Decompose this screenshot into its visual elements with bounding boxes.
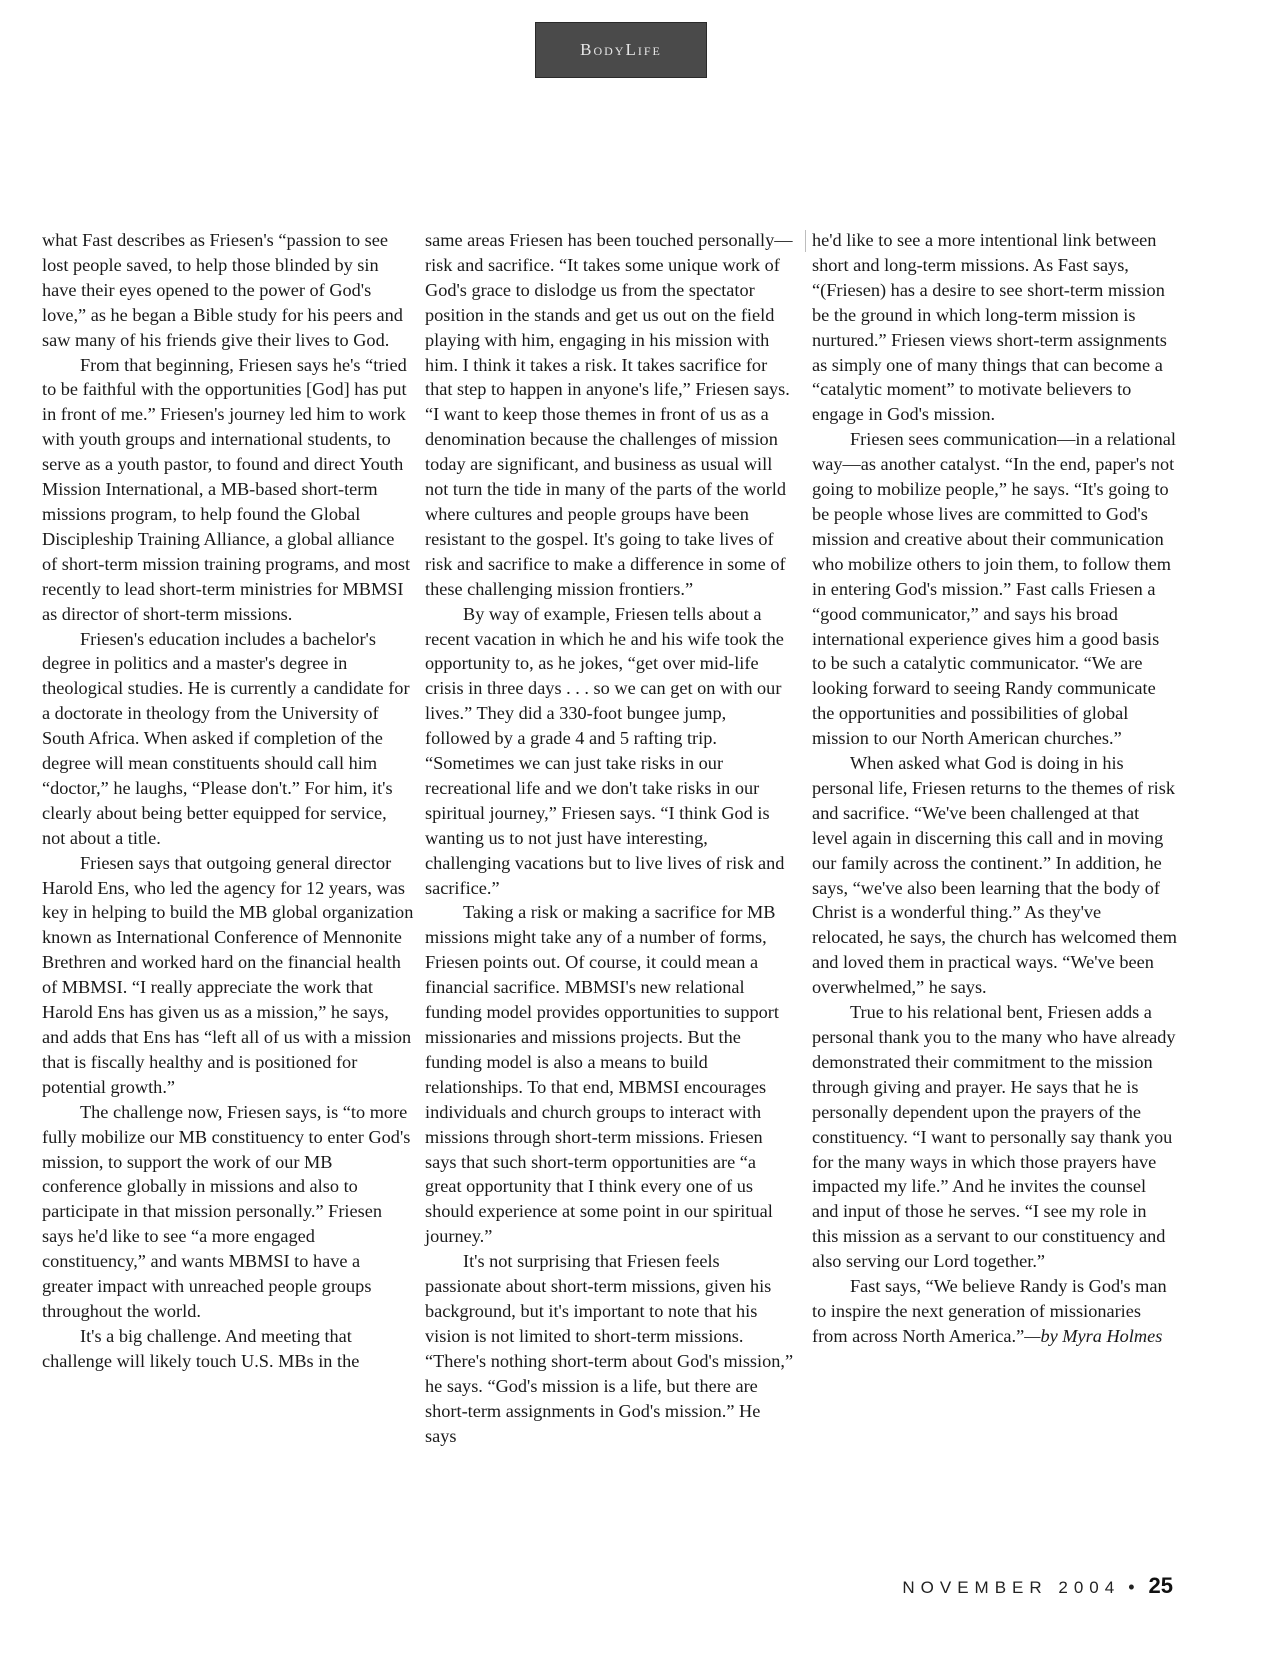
section-header-band — [535, 22, 707, 78]
closing-paragraph — [812, 1274, 1177, 1349]
paragraph: he'd like to see a more intentional link between short and long-term missions. As Fast says, “(Friesen) has a desire to see short-term mission be the ground in which long-term mission is nurtured.” Friesen views short-term assignments as simply one of many things that can become a “catalytic moment” to motivate believers to engage in God's mission. — [812, 230, 1167, 425]
paragraph: It's not surprising that Friesen feels passionate about short-term missions, given his background, but it's important to note that his vision is not limited to short-term missions. “There's nothing short-term about God's mission,” he says. “God's mission is a life, but there are short-term assignments in God's mission.” He says — [425, 1251, 794, 1446]
paragraph: Friesen sees communication—in a relational way—as another catalyst. “In the end, paper's not going to mobilize people,” he says. “It's going to be people whose lives are committed to God's mission and creative about their communication who mobilize others to join them, to follow them in entering God's mission.” Fast calls Friesen a “good communicator,” and says his broad international experience gives him a good basis to be such a catalytic communicator. “We are looking forward to seeing Randy communicate the opportunities and possibilities of global mission to our North American churches.” — [812, 429, 1176, 749]
article-column-1 — [42, 228, 414, 1374]
paragraph: what Fast describes as Friesen's “passion to see lost people saved, to help those blinded by sin have their eyes opened to the power of God's love,” as he began a Bible study for his peers and saw many of his friends give their lives to God. — [42, 230, 403, 350]
paragraph: By way of example, Friesen tells about a recent vacation in which he and his wife took the opportunity to, as he jokes, “get over mid-life crisis in three days . . . so we can get on with our lives.” They did a 330-foot bungee jump, followed by a grade 4 and 5 rafting trip. “Sometimes we can just take risks in our recreational life and we don't take risks in our spiritual journey,” Friesen says. “I think God is wanting us to not just have interesting, challenging vacations but to live lives of risk and sacrifice.” — [425, 603, 785, 898]
article-column-2 — [425, 228, 795, 1448]
article-column-3 — [812, 228, 1177, 1349]
paragraph: When asked what God is doing in his personal life, Friesen returns to the themes of risk and sacrifice. “We've been challenged at that level again in discerning this call and in moving our family across the continent.” In addition, he says, “we've also been learning that the body of Christ is a wonderful thing.” As they've relocated, he says, the church has welcomed them and loved them in practical ways. “We've been overwhelmed,” he says. — [812, 753, 1177, 998]
paragraph: same areas Friesen has been touched personally—risk and sacrifice. “It takes some unique work of God's grace to dislodge us from the spectator position in the stands and get us out on the field playing with him, engaging in his mission with him. I think it takes a risk. It takes sacrifice for that step to happen in anyone's life,” Friesen says. “I want to keep those themes in front of us as a denomination because the challenges of mission today are significant, and business as usual will not turn the tide in many of the parts of the world where cultures and people groups have been resistant to the gospel. It's going to take lives of risk and sacrifice to make a difference in some of these challenging mission frontiers.” — [425, 230, 793, 599]
paragraph: Friesen's education includes a bachelor's degree in politics and a master's degree in theological studies. He is currently a candidate for a doctorate in theology from the University of South Africa. When asked if completion of the degree will mean constituents should call him “doctor,” he laughs, “Please don't.” For him, it's clearly about being better equipped for service, not about a title. — [42, 628, 410, 848]
bullet-separator: • — [1128, 1577, 1135, 1597]
page-footer — [902, 1573, 1173, 1599]
byline: —by Myra Holmes — [1024, 1325, 1163, 1346]
issue-date: NOVEMBER 2004 — [902, 1578, 1121, 1597]
paragraph: The challenge now, Friesen says, is “to more fully mobilize our MB constituency to enter God's mission, to support the work of our MB conference globally in missions and also to participate in that mission personally.” Friesen says he'd like to see “a more engaged constituency,” and wants MBMSI to have a greater impact with unreached people groups throughout the world. — [42, 1101, 411, 1321]
section-label: BodyLife — [580, 40, 662, 59]
paragraph: True to his relational bent, Friesen adds a personal thank you to the many who have already demonstrated their commitment to the mission through giving and prayer. He says that he is personally dependent upon the prayers of the constituency. “I want to personally say thank you for the many ways in which those prayers have impacted my life.” And he invites the counsel and input of those he serves. “I see my role in this mission as a servant to our constituency and also serving our Lord together.” — [812, 1002, 1176, 1272]
page-number: 25 — [1148, 1573, 1173, 1598]
paragraph: It's a big challenge. And meeting that challenge will likely touch U.S. MBs in the — [42, 1325, 360, 1371]
paragraph: Taking a risk or making a sacrifice for MB missions might take any of a number of forms, Friesen points out. Of course, it could mean a financial sacrifice. MBMSI's new relational funding model provides opportunities to support missionaries and missions projects. But the funding model is also a means to build relationships. To that end, MBMSI encourages individuals and church groups to interact with missions through short-term missions. Friesen says that such short-term opportunities are “a great opportunity that I think every one of us should experience at some point in our spiritual journey.” — [425, 902, 779, 1247]
paragraph: From that beginning, Friesen says he's “tried to be faithful with the opportunities [God] has put in front of me.” Friesen's journey led him to work with youth groups and international students, to serve as a youth pastor, to found and direct Youth Mission International, a MB-based short-term missions program, to help found the Global Discipleship Training Alliance, a global alliance of short-term mission training programs, and most recently to lead short-term ministries for MBMSI as director of short-term missions. — [42, 354, 411, 624]
closing-text: Fast says, “We believe Randy is God's man to inspire the next generation of missionaries from across North America.” — [812, 1276, 1167, 1346]
column-divider — [805, 230, 806, 252]
paragraph: Friesen says that outgoing general director Harold Ens, who led the agency for 12 years, was key in helping to build the MB global organization known as International Conference of Mennonite Brethren and worked hard on the financial health of MBMSI. “I really appreciate the work that Harold Ens has given us as a mission,” he says, and adds that Ens has “left all of us with a mission that is fiscally healthy and is positioned for potential growth.” — [42, 852, 414, 1097]
